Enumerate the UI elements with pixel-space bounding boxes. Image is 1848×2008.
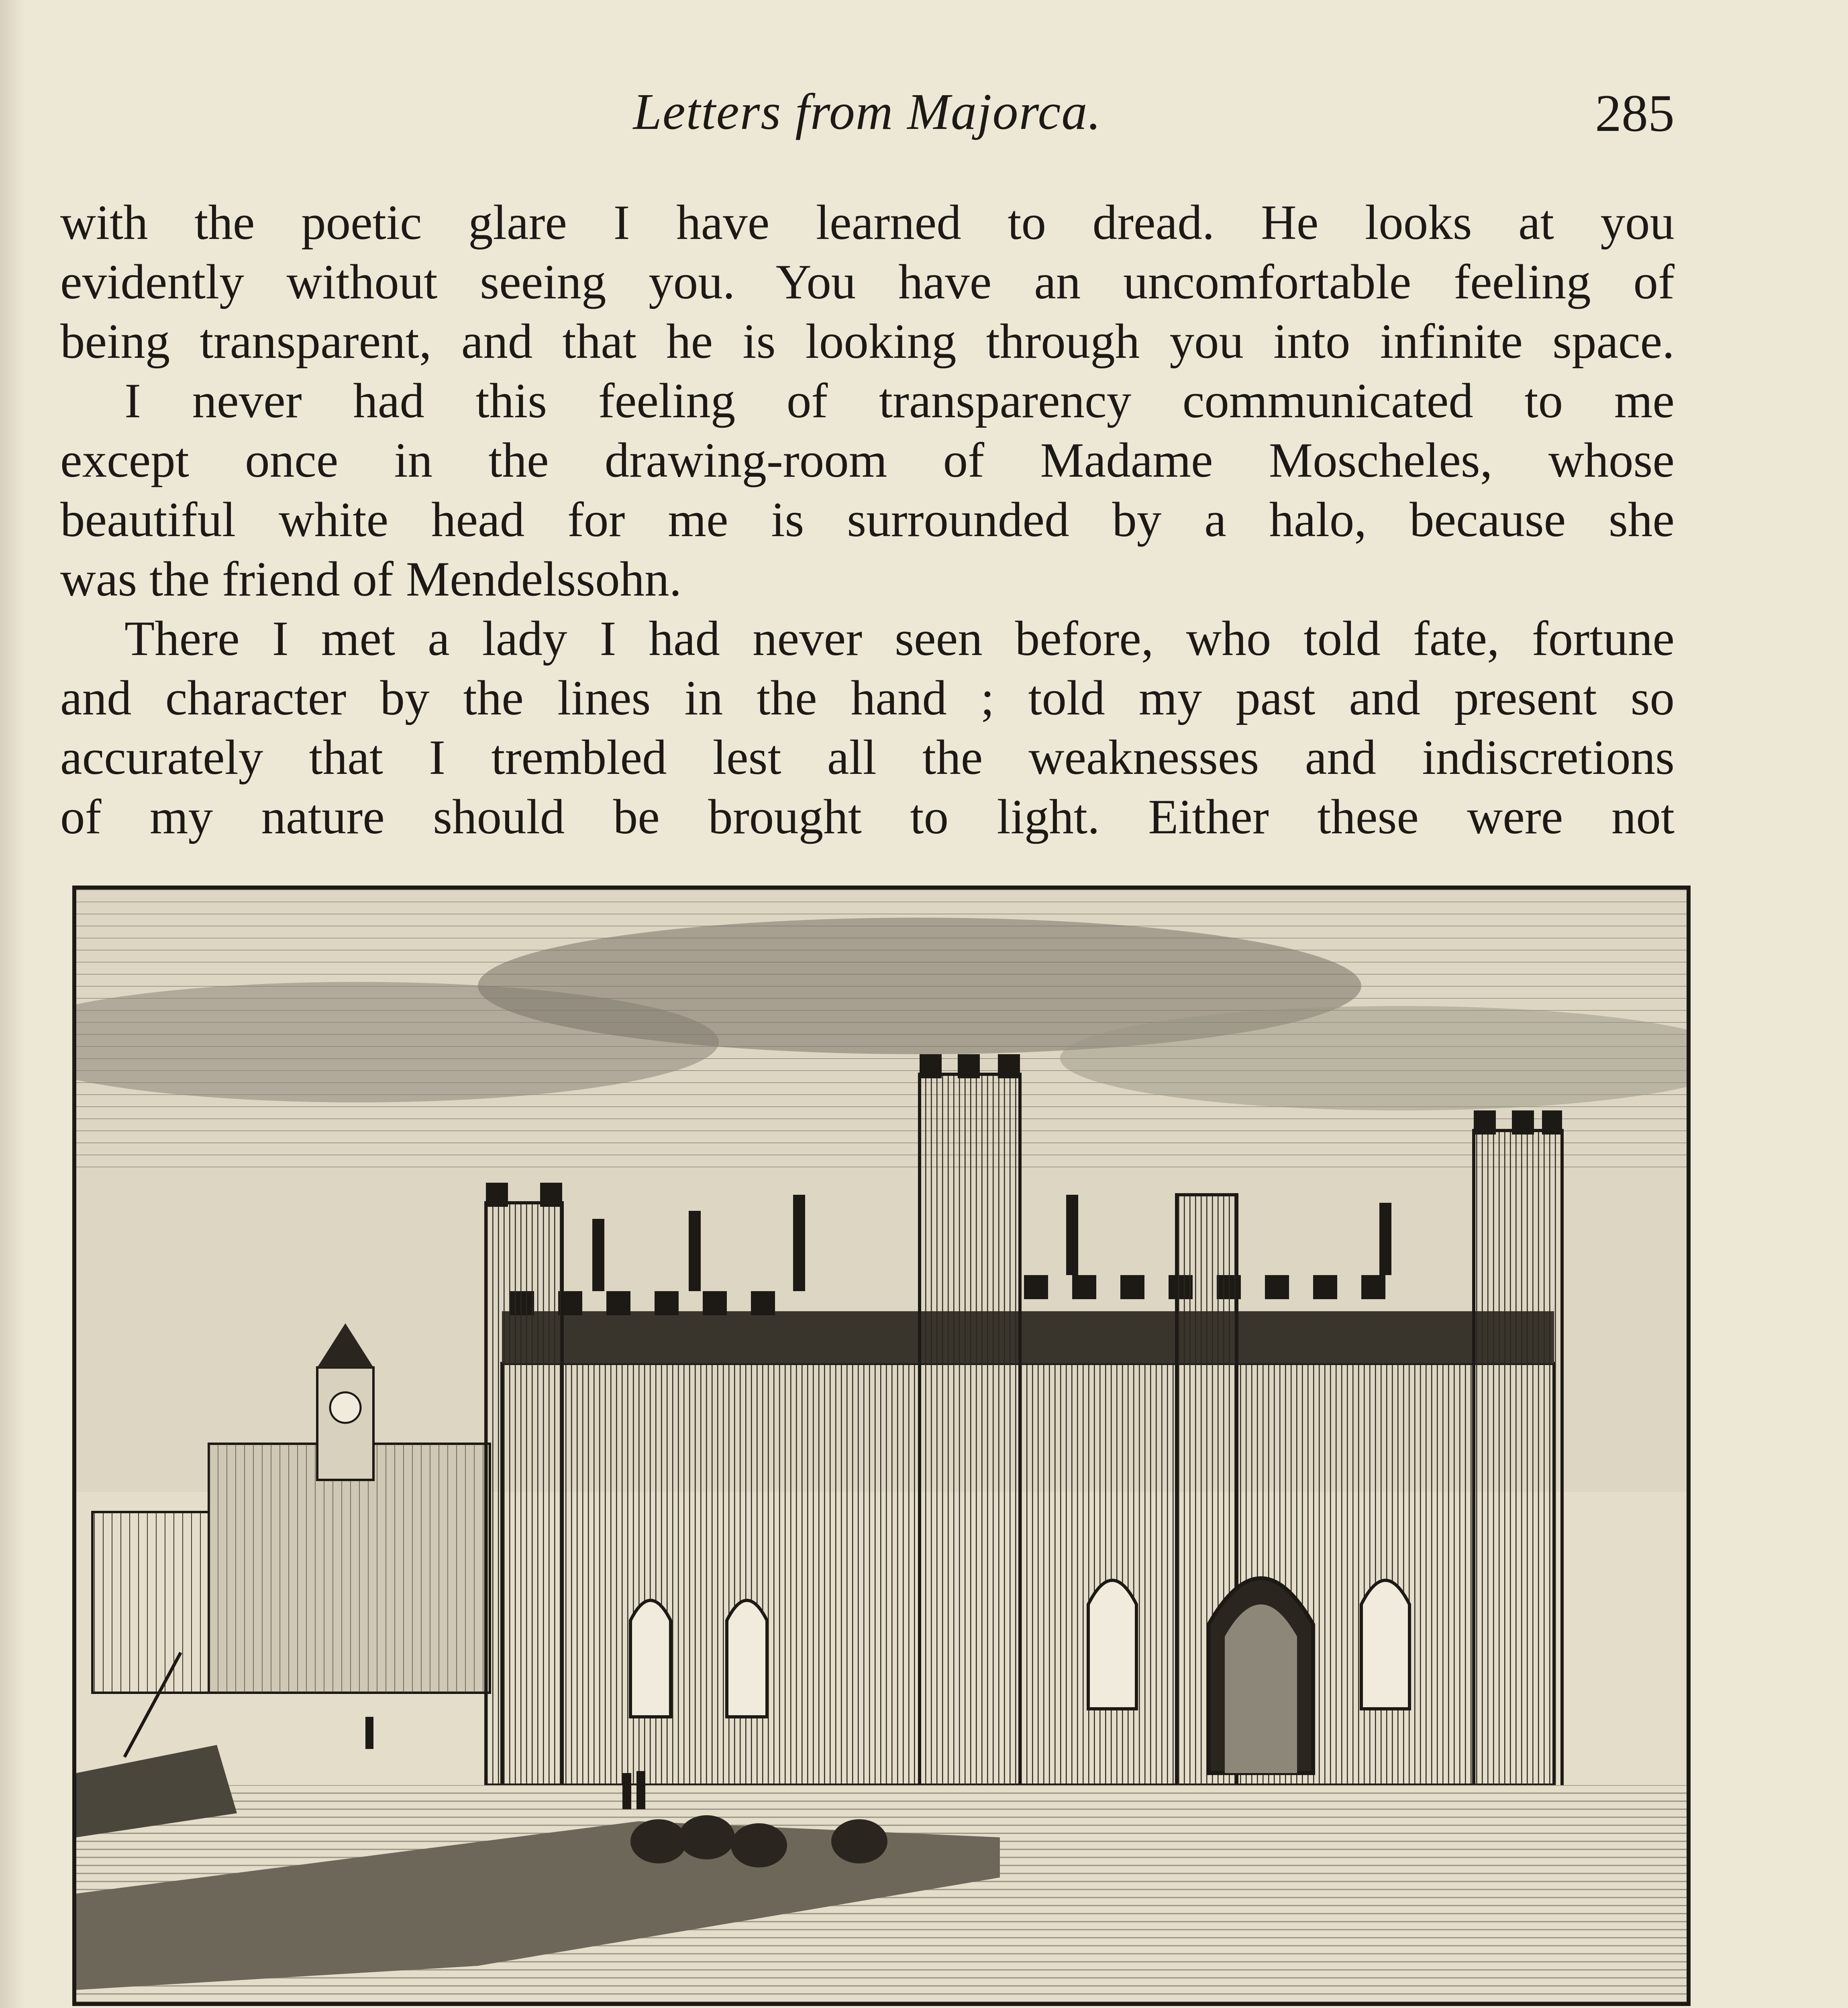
text-line: I never had this feeling of transparency communicated to me xyxy=(124,373,1675,428)
text-line: beautiful white head for me is surrounded by a halo, because she xyxy=(60,492,1675,547)
text-line: There I met a lady I had never seen before, who told fate, fortune xyxy=(124,611,1675,666)
page-number: 285 xyxy=(1595,84,1675,143)
running-header xyxy=(60,82,1675,151)
running-title: Letters from Majorca. xyxy=(633,83,1102,140)
body-text-top xyxy=(60,193,1675,847)
text-line: being transparent, and that he is looking through you into infinite space. xyxy=(60,314,1675,369)
text-line: with the poetic glare I have learned to dread. He looks at you xyxy=(60,195,1675,250)
page-edge-shadow xyxy=(0,0,24,2008)
text-line: accurately that I trembled lest all the weaknesses and indiscretions xyxy=(60,730,1675,785)
lonja-engraving xyxy=(72,886,1691,2006)
text-line: and character by the lines in the hand ; told my past and present so xyxy=(60,670,1675,725)
text-line: except once in the drawing-room of Madame Moscheles, whose xyxy=(60,433,1675,488)
text-line: evidently without seeing you. You have an uncomfortable feeling of xyxy=(60,254,1675,309)
text-line: of my nature should be brought to light. Either these were not xyxy=(60,789,1675,844)
text-line: was the friend of Mendelssohn. xyxy=(60,551,682,606)
